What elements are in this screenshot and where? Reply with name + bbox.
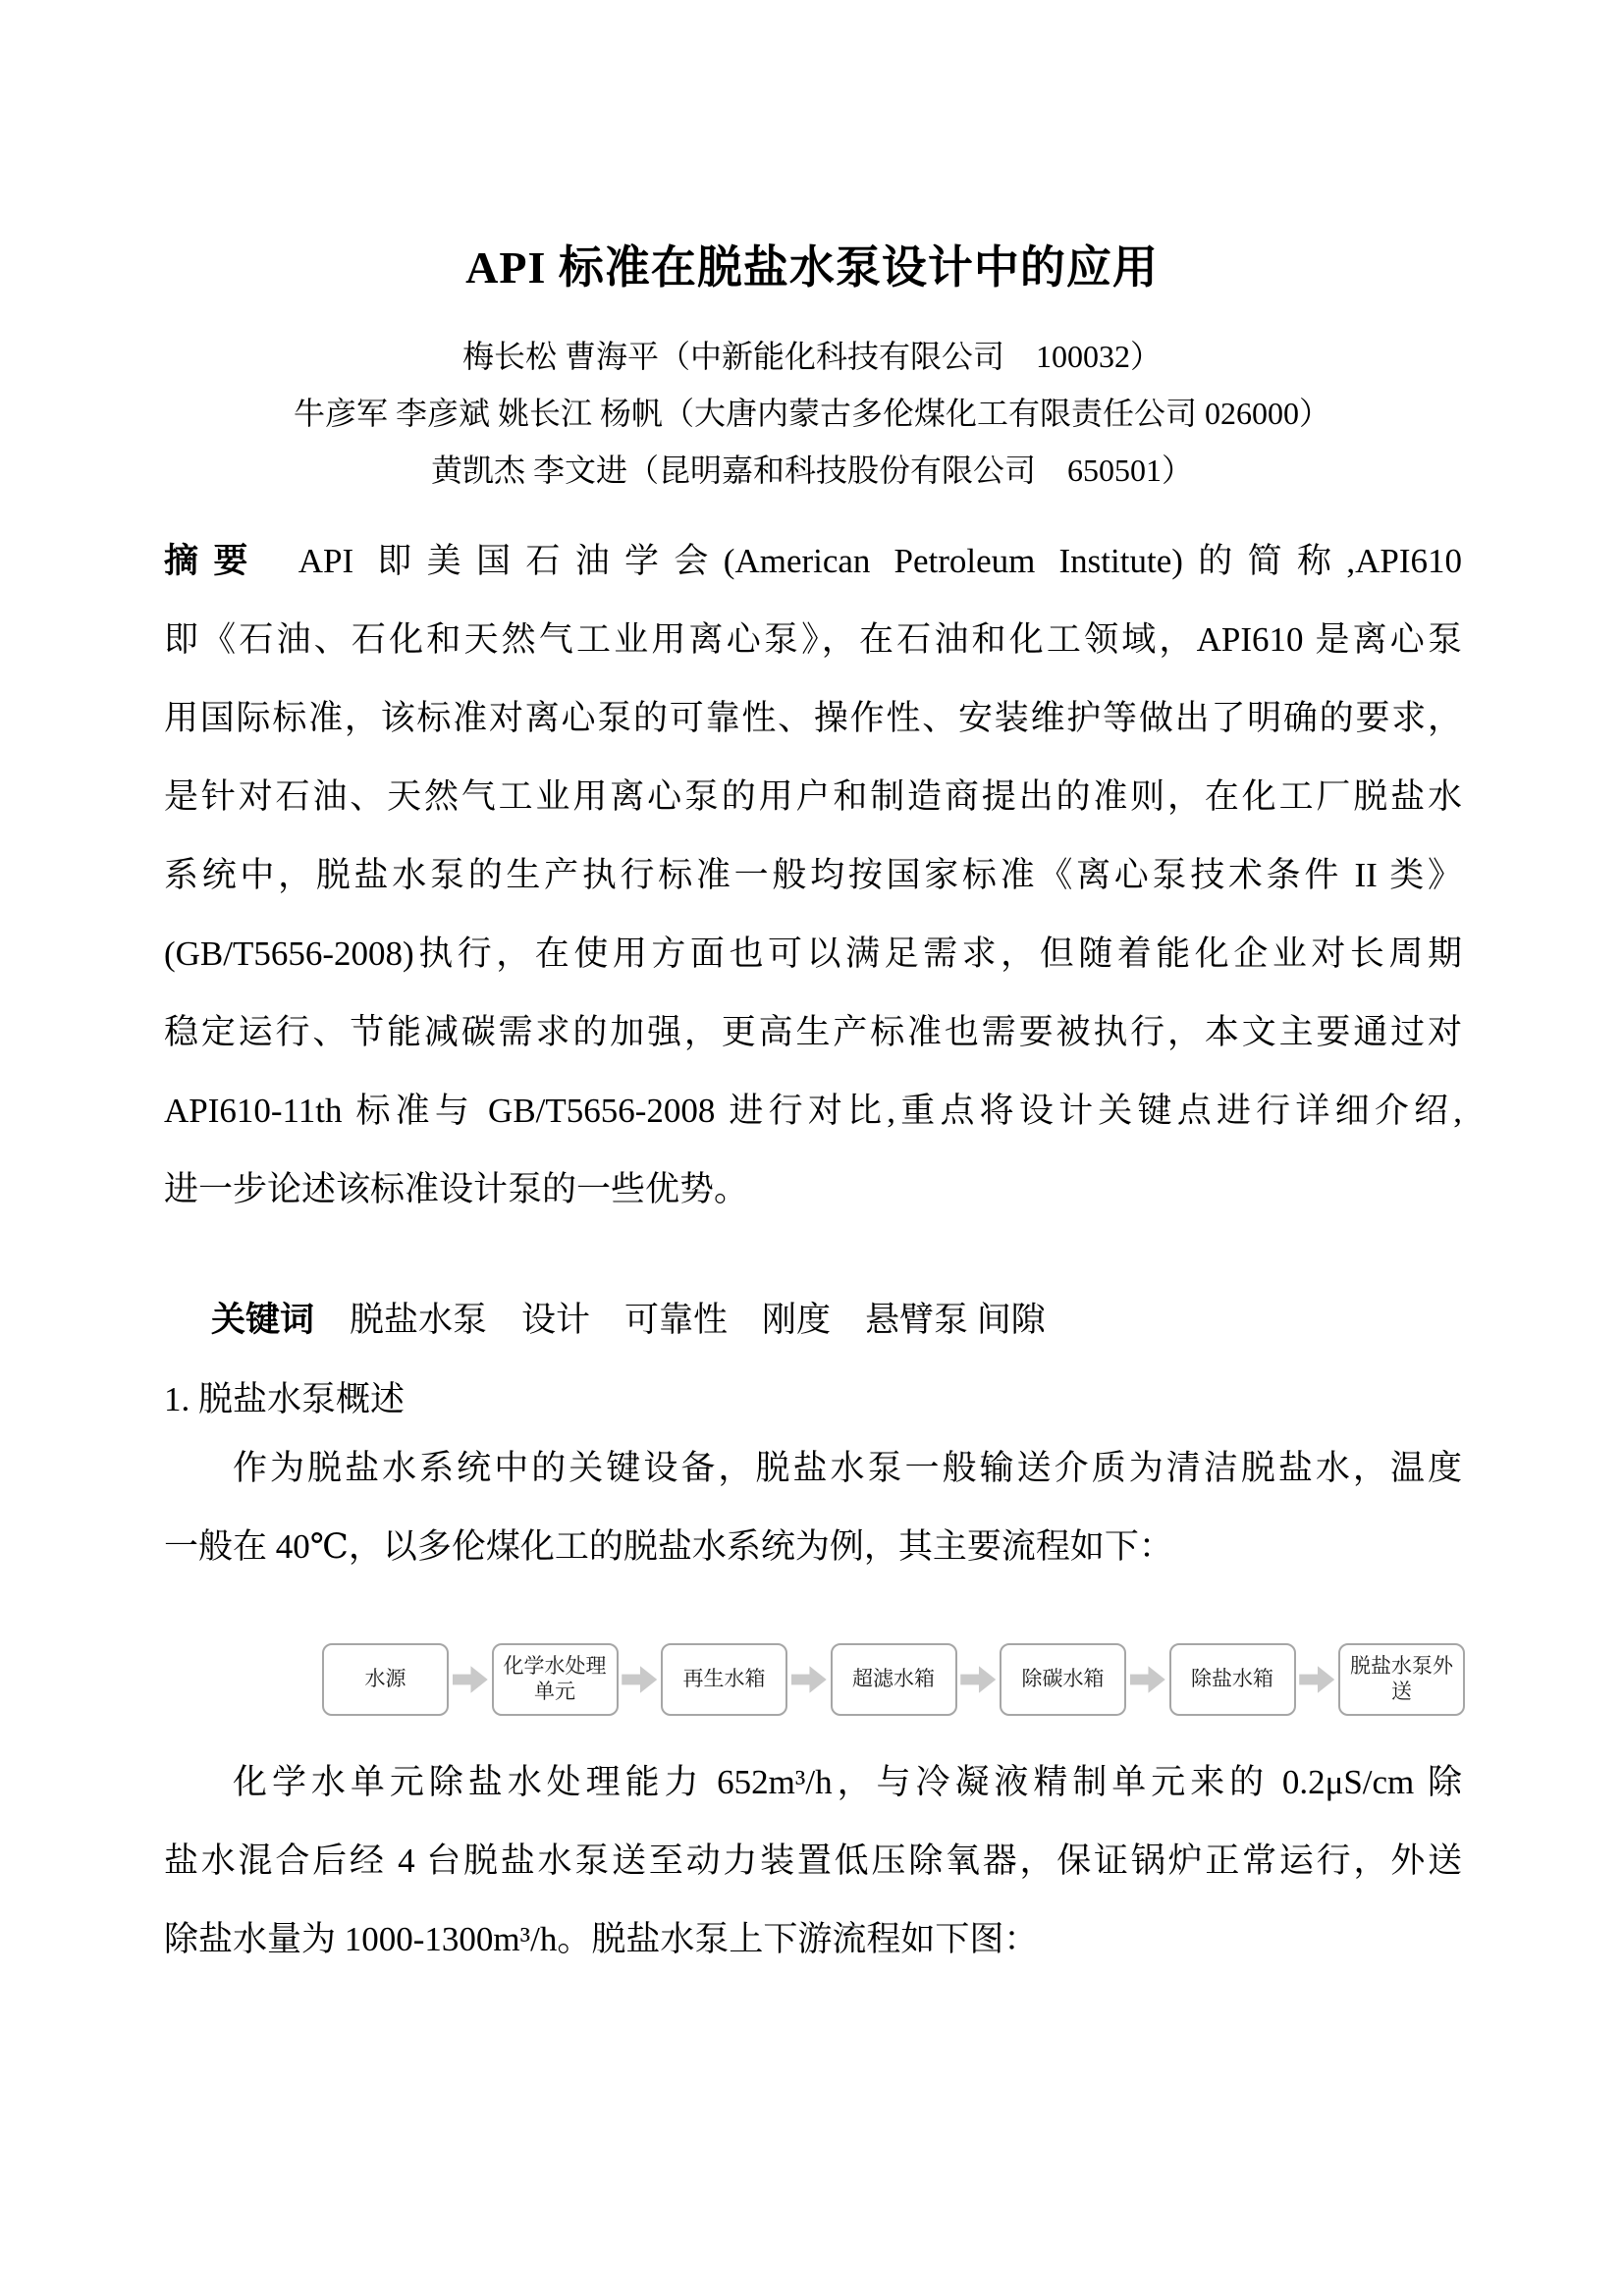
author-line: 梅长松 曹海平（中新能化科技有限公司 100032） xyxy=(461,339,1162,374)
page-title: API 标准在脱盐水泵设计中的应用 xyxy=(465,242,1159,293)
keywords-content xyxy=(164,1281,1462,1360)
flowchart-box-chemical-water-unit: 化学水处理单元 xyxy=(492,1643,619,1716)
paragraph-1 xyxy=(164,1429,1462,1586)
abstract-line: 即《石油、石化和天然气工业用离心泵》，在石油和化工领域，API610 是离心泵 xyxy=(164,620,1462,659)
flowchart-box-ultrafiltration-tank: 超滤水箱 xyxy=(831,1643,957,1716)
paragraph-line: 作为脱盐水系统中的关键设备，脱盐水泵一般输送介质为清洁脱盐水，温度 xyxy=(233,1449,1462,1487)
abstract-line: 用国际标准，该标准对离心泵的可靠性、操作性、安装维护等做出了明确的要求， xyxy=(164,699,1462,737)
abstract-line: 系统中，脱盐水泵的生产执行标准一般均按国家标准《离心泵技术条件 II 类》 xyxy=(164,856,1462,894)
abstract-line: 进一步论述该标准设计泵的一些优势。 xyxy=(164,1170,749,1208)
arrow-right-icon xyxy=(453,1665,488,1694)
keywords-line xyxy=(164,1281,1462,1360)
arrow-right-icon xyxy=(622,1665,657,1694)
paragraph-line: 除盐水量为 1000-1300m³/h。脱盐水泵上下游流程如下图： xyxy=(164,1920,1039,1958)
paragraph-line: 化学水单元除盐水处理能力 652m³/h，与冷凝液精制单元来的 0.2μS/cm 除 xyxy=(233,1763,1462,1801)
abstract-line: 稳定运行、节能减碳需求的加强，更高生产标准也需要被执行，本文主要通过对 xyxy=(164,1013,1462,1051)
abstract-label: 摘要 xyxy=(164,542,263,580)
keywords-text: 脱盐水泵 设计 可靠性 刚度 悬臂泵 间隙 xyxy=(350,1301,1046,1339)
arrow-right-icon xyxy=(791,1665,827,1694)
abstract-line-text: API 即美国石油学会(American Petroleum Institute)的简称,API610 xyxy=(298,542,1462,580)
abstract-line: (GB/T5656-2008)执行，在使用方面也可以满足需求，但随着能化企业对长周期 xyxy=(164,934,1462,973)
author-line: 牛彦军 李彦斌 姚长江 杨帆（大唐内蒙古多伦煤化工有限责任公司 026000） xyxy=(293,396,1330,431)
process-flowchart xyxy=(322,1640,1465,1719)
author-line: 黄凯杰 李文进（昆明嘉和科技股份有限公司 650501） xyxy=(430,453,1193,488)
flowchart-box-demineralized-tank: 除盐水箱 xyxy=(1169,1643,1296,1716)
keywords-label: 关键词 xyxy=(211,1301,315,1339)
paragraph-2 xyxy=(164,1743,1462,1979)
abstract-line xyxy=(164,522,1462,601)
abstract-line: 是针对石油、天然气工业用离心泵的用户和制造商提出的准则，在化工厂脱盐水 xyxy=(164,777,1462,816)
author-block xyxy=(0,328,1624,499)
arrow-right-icon xyxy=(1299,1665,1334,1694)
arrow-right-icon xyxy=(960,1665,996,1694)
section-heading-text: 1. 脱盐水泵概述 xyxy=(164,1380,406,1418)
flowchart-box-demineralized-pump-out: 脱盐水泵外送 xyxy=(1338,1643,1465,1716)
flowchart-box-decarbonization-tank: 除碳水箱 xyxy=(1000,1643,1126,1716)
abstract-line: API610-11th 标准与 GB/T5656-2008 进行对比,重点将设计关键点进行详细介绍, xyxy=(164,1092,1462,1130)
section-heading xyxy=(164,1361,1462,1439)
paragraph-line: 一般在 40℃，以多伦煤化工的脱盐水系统为例，其主要流程如下： xyxy=(164,1527,1173,1566)
abstract-paragraph xyxy=(164,522,1462,1229)
flowchart-box-regeneration-tank: 再生水箱 xyxy=(661,1643,787,1716)
flowchart-box-water-source: 水源 xyxy=(322,1643,449,1716)
paragraph-line: 盐水混合后经 4 台脱盐水泵送至动力装置低压除氧器，保证锅炉正常运行，外送 xyxy=(164,1842,1462,1880)
arrow-right-icon xyxy=(1130,1665,1165,1694)
